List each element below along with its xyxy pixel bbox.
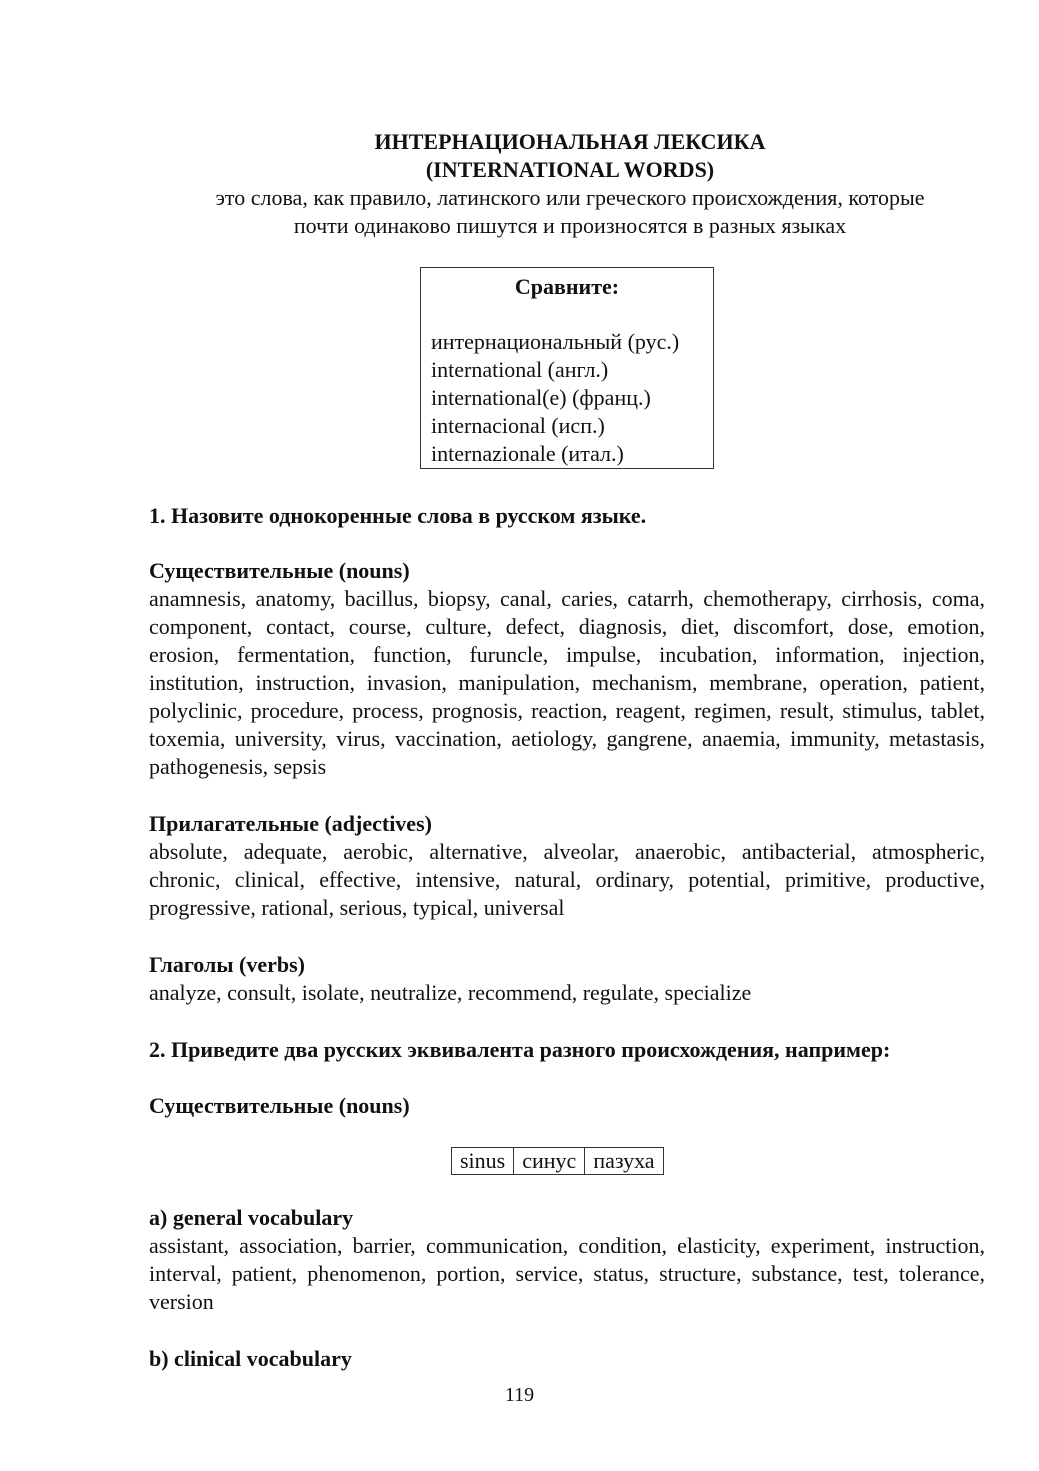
page-number: 119 [504, 1384, 535, 1406]
example-cell: sinus [452, 1148, 514, 1175]
general-vocabulary-text: assistant, association, barrier, communication, condition, elasticity, experiment, instruction, interval, patient, phenomenon, portion, service, status, structure, substance, test, tolerance, version [149, 1233, 985, 1314]
compare-item: international (англ.) [431, 357, 609, 382]
task1-verbs-section [149, 951, 985, 1007]
task1-heading-block [149, 502, 985, 530]
definition-line-1: это слова, как правило, латинского или греческого происхождения, которые [215, 185, 925, 210]
verbs-text: analyze, consult, isolate, neutralize, recommend, regulate, specialize [149, 980, 752, 1005]
title-russian: ИНТЕРНАЦИОНАЛЬНАЯ ЛЕКСИКА [374, 129, 766, 154]
task1-nouns-section [149, 557, 985, 781]
general-vocabulary-heading: a) general vocabulary [149, 1205, 354, 1230]
task2-nouns-heading-block [149, 1092, 985, 1120]
compare-list [431, 328, 703, 468]
compare-item: интернациональный (рус.) [431, 329, 680, 354]
page-header [120, 128, 1020, 240]
compare-item: internacional (исп.) [431, 413, 605, 438]
task2-nouns-heading: Существительные (nouns) [149, 1093, 410, 1118]
compare-box [420, 267, 714, 469]
general-vocabulary-section [149, 1204, 985, 1316]
task1-adjectives-section [149, 810, 985, 922]
task2-heading: 2. Приведите два русских эквивалента разного происхождения, например: [149, 1037, 891, 1062]
compare-caption: Сравните: [514, 274, 620, 299]
verbs-heading: Глаголы (verbs) [149, 952, 306, 977]
compare-item: international(e) (франц.) [431, 385, 651, 410]
clinical-vocabulary-section [149, 1345, 985, 1373]
nouns-heading: Существительные (nouns) [149, 558, 410, 583]
example-cell: пазуха [585, 1148, 663, 1175]
table-row [452, 1148, 664, 1175]
task2-heading-block [149, 1036, 985, 1064]
clinical-vocabulary-heading: b) clinical vocabulary [149, 1346, 352, 1371]
nouns-text: anamnesis, anatomy, bacillus, biopsy, canal, caries, catarrh, chemotherapy, cirrhosis, coma, component, contact, course, culture, defect, diagnosis, diet, discomfort, dose, emotion, erosion, fermentation, function, furuncle, impulse, incubation, information, injection, institution, instruction, invasion, manipulation, mechanism, membrane, operation, patient, polyclinic, procedure, process, prognosis, reaction, reagent, regimen, result, stimulus, tablet, toxemia, university, virus, vaccination, aetiology, gangrene, anaemia, immunity, metastasis, pathogenesis, sepsis [149, 586, 985, 779]
example-cell: синус [514, 1148, 585, 1175]
adjectives-heading: Прилагательные (adjectives) [149, 811, 432, 836]
adjectives-text: absolute, adequate, aerobic, alternative, alveolar, anaerobic, antibacterial, atmospheric, chronic, clinical, effective, intensive, natural, ordinary, potential, primitive, productive, progressive, rational, serious, typical, universal [149, 839, 985, 920]
compare-item: internazionale (итал.) [431, 441, 624, 466]
title-english: (INTERNATIONAL WORDS) [425, 157, 715, 182]
definition-line-2: почти одинаково пишутся и произносятся в разных языках [293, 213, 847, 238]
example-table [451, 1147, 664, 1175]
task1-heading: 1. Назовите однокоренные слова в русском языке. [149, 503, 647, 528]
